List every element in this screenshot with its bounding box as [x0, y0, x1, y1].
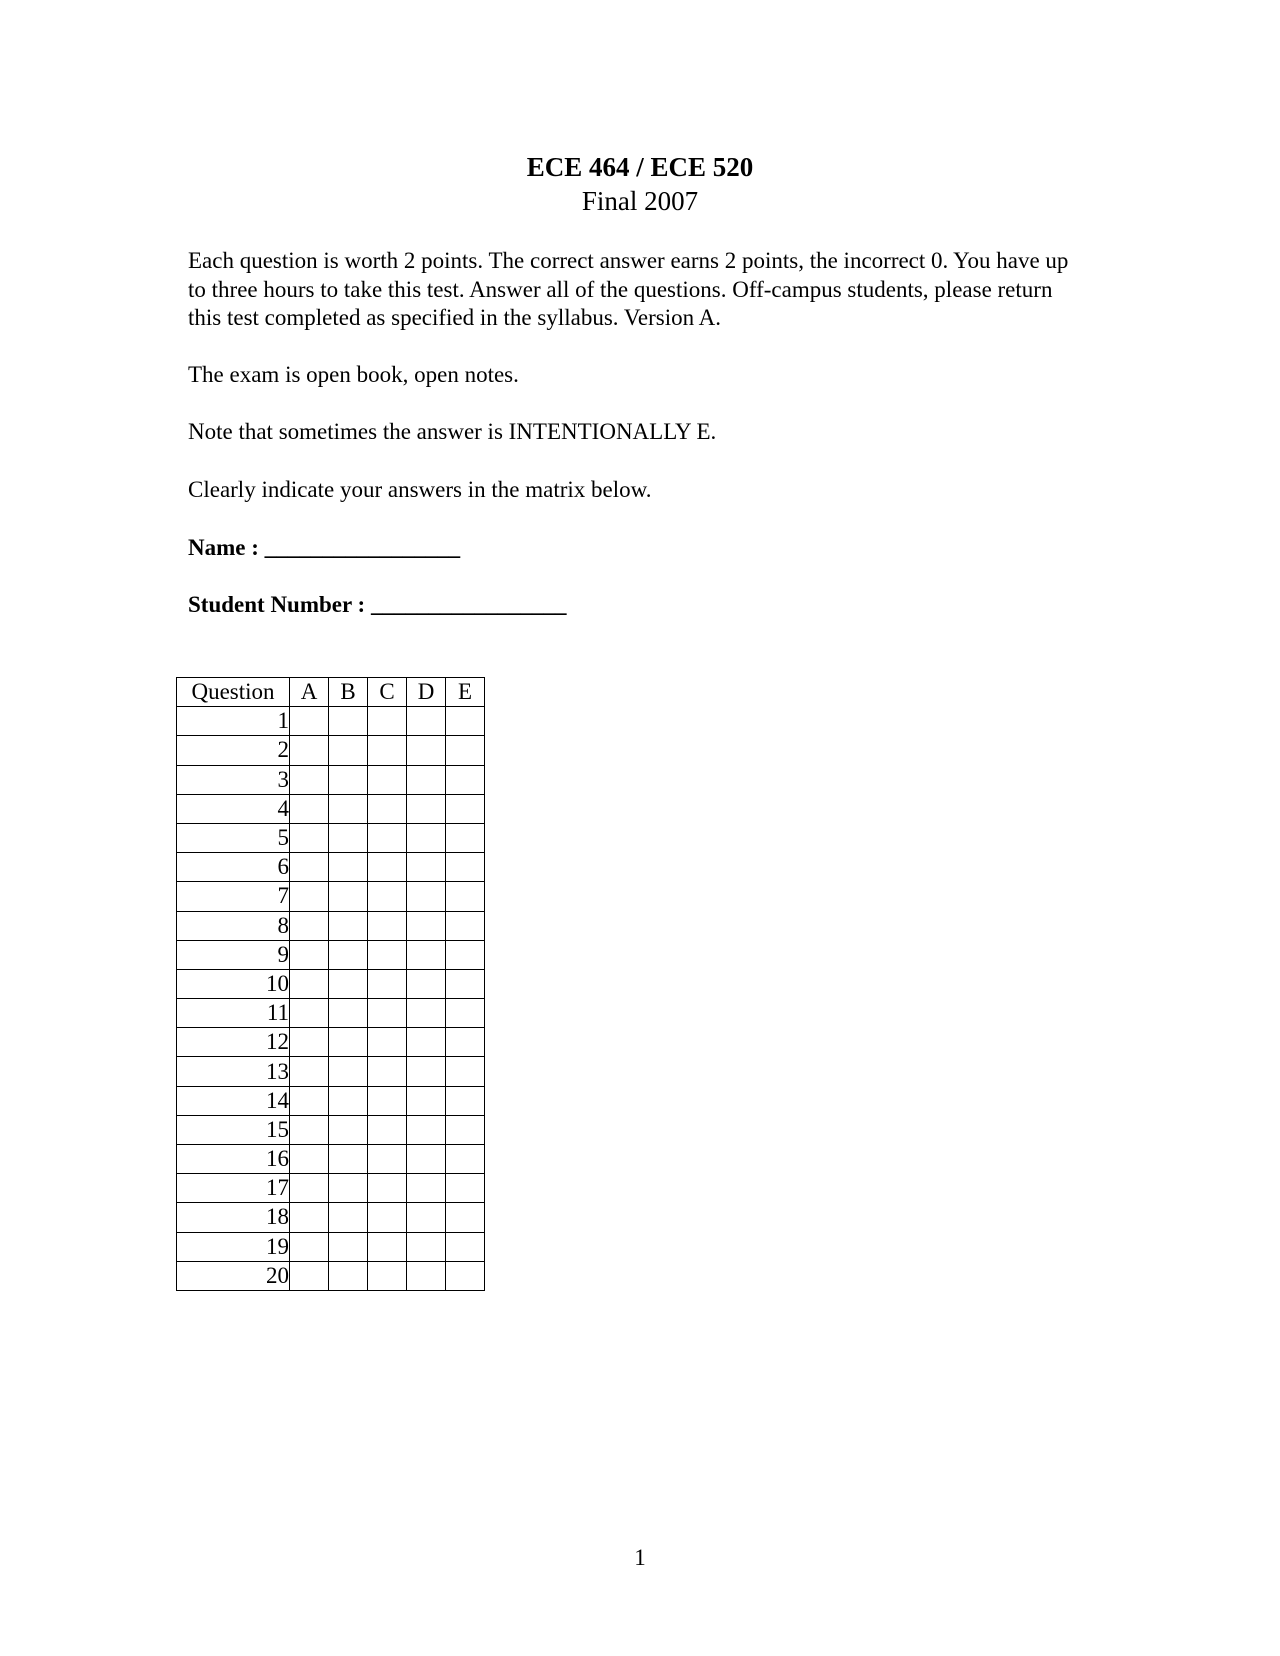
answer-cell-a[interactable] — [290, 1115, 329, 1144]
exam-title: ECE 464 / ECE 520 — [526, 152, 754, 182]
question-number: 14 — [177, 1086, 290, 1115]
instructions-note: Note that sometimes the answer is INTENTIONALLY E. — [188, 419, 717, 444]
table-row — [177, 1203, 485, 1232]
answer-cell-b[interactable] — [329, 1057, 368, 1086]
table-row — [177, 940, 485, 969]
table-row — [177, 1174, 485, 1203]
answer-cell-d[interactable] — [407, 1028, 446, 1057]
answer-cell-d[interactable] — [407, 882, 446, 911]
option-header-a: A — [290, 678, 329, 707]
answer-cell-b[interactable] — [329, 1145, 368, 1174]
answer-cell-d[interactable] — [407, 999, 446, 1028]
table-row — [177, 1028, 485, 1057]
answer-cell-a[interactable] — [290, 707, 329, 736]
answer-cell-b[interactable] — [329, 794, 368, 823]
question-number: 2 — [177, 736, 290, 765]
question-number: 19 — [177, 1232, 290, 1261]
answer-cell-d[interactable] — [407, 1086, 446, 1115]
table-row — [177, 823, 485, 852]
answer-cell-c[interactable] — [368, 1174, 407, 1203]
answer-cell-e[interactable] — [446, 1203, 485, 1232]
answer-cell-c[interactable] — [368, 969, 407, 998]
answer-cell-b[interactable] — [329, 882, 368, 911]
answer-cell-e[interactable] — [446, 1232, 485, 1261]
question-number: 9 — [177, 940, 290, 969]
instructions-clearly: Clearly indicate your answers in the matrix below. — [188, 477, 652, 502]
answer-cell-a[interactable] — [290, 1145, 329, 1174]
answer-cell-e[interactable] — [446, 1086, 485, 1115]
answer-cell-c[interactable] — [368, 794, 407, 823]
answer-cell-b[interactable] — [329, 1086, 368, 1115]
answer-cell-c[interactable] — [368, 1115, 407, 1144]
answer-cell-b[interactable] — [329, 911, 368, 940]
answer-cell-d[interactable] — [407, 1057, 446, 1086]
option-header-c: C — [368, 678, 407, 707]
answer-cell-a[interactable] — [290, 794, 329, 823]
answer-cell-c[interactable] — [368, 1203, 407, 1232]
answer-cell-e[interactable] — [446, 794, 485, 823]
answer-cell-e[interactable] — [446, 823, 485, 852]
answer-cell-e[interactable] — [446, 1115, 485, 1144]
answer-cell-d[interactable] — [407, 1115, 446, 1144]
answer-cell-d[interactable] — [407, 794, 446, 823]
table-row — [177, 736, 485, 765]
answer-cell-e[interactable] — [446, 1057, 485, 1086]
answer-cell-a[interactable] — [290, 940, 329, 969]
question-number: 15 — [177, 1115, 290, 1144]
table-row — [177, 1261, 485, 1290]
table-row — [177, 999, 485, 1028]
instructions-intro: Each question is worth 2 points. The correct answer earns 2 points, the incorrect 0. You have up to three hours to take this test. Answer all of the questions. Off-campus students, please return this test completed as specified in the syllabus. Version A. — [188, 248, 1069, 330]
answer-cell-a[interactable] — [290, 911, 329, 940]
answer-cell-a[interactable] — [290, 1086, 329, 1115]
answer-cell-a[interactable] — [290, 999, 329, 1028]
question-number: 4 — [177, 794, 290, 823]
answer-cell-c[interactable] — [368, 823, 407, 852]
answer-cell-e[interactable] — [446, 1145, 485, 1174]
answer-cell-e[interactable] — [446, 1174, 485, 1203]
instructions-open-book: The exam is open book, open notes. — [188, 362, 519, 387]
answer-cell-c[interactable] — [368, 882, 407, 911]
table-row — [177, 1115, 485, 1144]
answer-cell-b[interactable] — [329, 1203, 368, 1232]
table-row — [177, 969, 485, 998]
page-number: 1 — [634, 1545, 646, 1570]
answer-cell-a[interactable] — [290, 1261, 329, 1290]
answer-cell-e[interactable] — [446, 911, 485, 940]
option-header-d: D — [407, 678, 446, 707]
answer-cell-a[interactable] — [290, 765, 329, 794]
answer-cell-b[interactable] — [329, 707, 368, 736]
answer-cell-e[interactable] — [446, 1028, 485, 1057]
answer-cell-d[interactable] — [407, 1261, 446, 1290]
answer-cell-b[interactable] — [329, 1115, 368, 1144]
answer-cell-d[interactable] — [407, 1174, 446, 1203]
question-number: 13 — [177, 1057, 290, 1086]
answer-cell-e[interactable] — [446, 707, 485, 736]
answer-cell-b[interactable] — [329, 1261, 368, 1290]
answer-matrix-header-row — [177, 678, 485, 707]
answer-cell-a[interactable] — [290, 1174, 329, 1203]
answer-cell-b[interactable] — [329, 823, 368, 852]
answer-cell-e[interactable] — [446, 765, 485, 794]
answer-cell-b[interactable] — [329, 999, 368, 1028]
answer-cell-c[interactable] — [368, 1028, 407, 1057]
table-row — [177, 1057, 485, 1086]
answer-cell-c[interactable] — [368, 999, 407, 1028]
option-header-e: E — [446, 678, 485, 707]
table-row — [177, 707, 485, 736]
question-number: 17 — [177, 1174, 290, 1203]
question-number: 7 — [177, 882, 290, 911]
table-row — [177, 1232, 485, 1261]
answer-cell-c[interactable] — [368, 1232, 407, 1261]
answer-cell-a[interactable] — [290, 736, 329, 765]
answer-cell-b[interactable] — [329, 736, 368, 765]
question-number: 10 — [177, 969, 290, 998]
question-number: 20 — [177, 1261, 290, 1290]
answer-cell-e[interactable] — [446, 882, 485, 911]
answer-cell-c[interactable] — [368, 1261, 407, 1290]
answer-cell-d[interactable] — [407, 823, 446, 852]
answer-cell-e[interactable] — [446, 736, 485, 765]
answer-cell-a[interactable] — [290, 823, 329, 852]
answer-cell-d[interactable] — [407, 1145, 446, 1174]
answer-cell-b[interactable] — [329, 940, 368, 969]
question-column-header: Question — [177, 678, 290, 707]
student-number-field[interactable]: Student Number : _________________ — [188, 592, 567, 617]
table-row — [177, 765, 485, 794]
answer-cell-a[interactable] — [290, 853, 329, 882]
answer-cell-e[interactable] — [446, 940, 485, 969]
answer-cell-e[interactable] — [446, 1261, 485, 1290]
answer-cell-a[interactable] — [290, 969, 329, 998]
answer-cell-d[interactable] — [407, 707, 446, 736]
answer-cell-d[interactable] — [407, 1232, 446, 1261]
question-number: 3 — [177, 765, 290, 794]
exam-subtitle: Final 2007 — [581, 186, 699, 216]
answer-cell-b[interactable] — [329, 765, 368, 794]
question-number: 11 — [177, 999, 290, 1028]
table-row — [177, 1145, 485, 1174]
answer-cell-a[interactable] — [290, 882, 329, 911]
answer-cell-d[interactable] — [407, 765, 446, 794]
answer-cell-a[interactable] — [290, 1203, 329, 1232]
answer-cell-d[interactable] — [407, 969, 446, 998]
answer-cell-e[interactable] — [446, 999, 485, 1028]
option-header-b: B — [329, 678, 368, 707]
answer-cell-d[interactable] — [407, 736, 446, 765]
answer-cell-c[interactable] — [368, 707, 407, 736]
answer-cell-c[interactable] — [368, 940, 407, 969]
answer-cell-d[interactable] — [407, 940, 446, 969]
answer-cell-a[interactable] — [290, 1232, 329, 1261]
answer-cell-a[interactable] — [290, 1028, 329, 1057]
table-row — [177, 794, 485, 823]
name-field[interactable]: Name : _________________ — [188, 535, 461, 560]
answer-cell-d[interactable] — [407, 853, 446, 882]
answer-matrix-body — [177, 707, 485, 1291]
answer-cell-d[interactable] — [407, 911, 446, 940]
table-row — [177, 911, 485, 940]
answer-cell-c[interactable] — [368, 1145, 407, 1174]
answer-cell-c[interactable] — [368, 736, 407, 765]
answer-cell-a[interactable] — [290, 1057, 329, 1086]
question-number: 8 — [177, 911, 290, 940]
answer-cell-c[interactable] — [368, 853, 407, 882]
question-number: 16 — [177, 1145, 290, 1174]
answer-cell-c[interactable] — [368, 1086, 407, 1115]
answer-cell-b[interactable] — [329, 1028, 368, 1057]
table-row — [177, 1086, 485, 1115]
question-number: 6 — [177, 853, 290, 882]
answer-cell-b[interactable] — [329, 853, 368, 882]
answer-cell-c[interactable] — [368, 1057, 407, 1086]
answer-cell-c[interactable] — [368, 911, 407, 940]
answer-matrix — [176, 677, 485, 1291]
answer-cell-e[interactable] — [446, 969, 485, 998]
question-number: 18 — [177, 1203, 290, 1232]
question-number: 12 — [177, 1028, 290, 1057]
table-row — [177, 882, 485, 911]
answer-cell-d[interactable] — [407, 1203, 446, 1232]
answer-cell-e[interactable] — [446, 853, 485, 882]
answer-cell-b[interactable] — [329, 1232, 368, 1261]
table-row — [177, 853, 485, 882]
answer-cell-c[interactable] — [368, 765, 407, 794]
question-number: 5 — [177, 823, 290, 852]
answer-cell-b[interactable] — [329, 1174, 368, 1203]
answer-cell-b[interactable] — [329, 969, 368, 998]
question-number: 1 — [177, 707, 290, 736]
